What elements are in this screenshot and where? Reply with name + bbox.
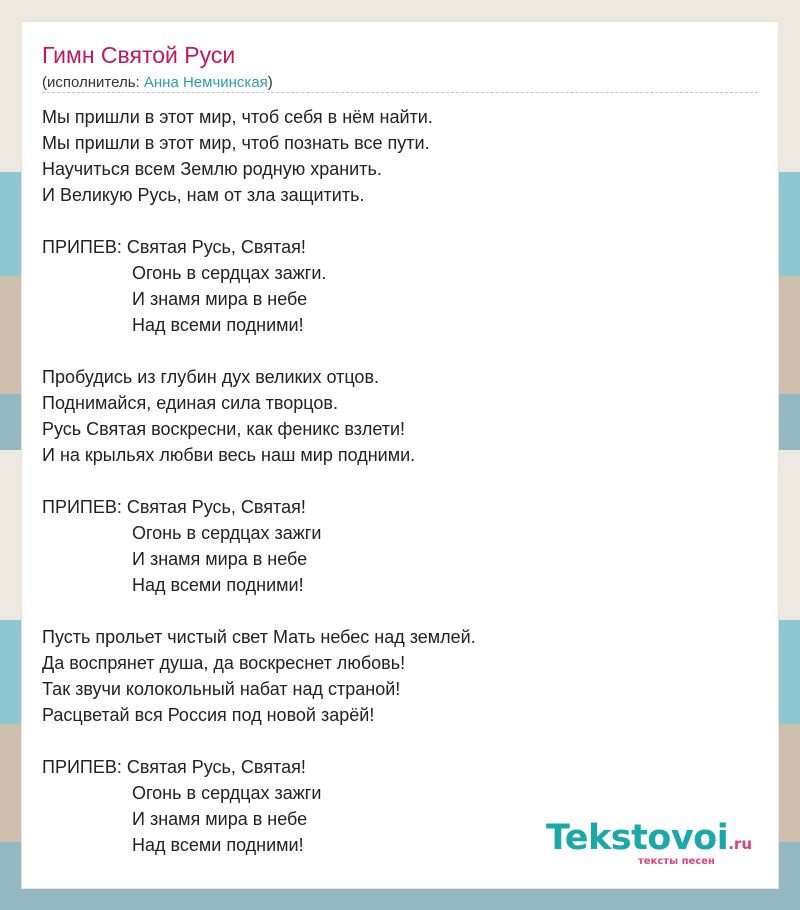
lyric-line: И Великую Русь, нам от зла защитить. [42, 185, 365, 205]
chorus-3 [42, 754, 476, 858]
chorus-heading-line: ПРИПЕВ: Святая Русь, Святая! [42, 237, 306, 257]
title-divider [42, 92, 758, 93]
chorus-2 [42, 494, 476, 598]
lyric-line: Над всеми подними! [132, 315, 304, 335]
verse-1 [42, 104, 476, 208]
logo-main-text: Tekstovoi [546, 818, 729, 858]
artist-link[interactable]: Анна Немчинская [143, 74, 268, 91]
verse-2 [42, 364, 476, 468]
stanza-gap [42, 208, 476, 234]
lyric-line: И знамя мира в небе [132, 289, 308, 309]
lyric-line: Расцветай вся Россия под новой зарёй! [42, 705, 375, 725]
stanza-gap [42, 728, 476, 754]
song-title: Гимн Святой Руси [42, 42, 236, 68]
lyric-line: Мы пришли в этот мир, чтоб себя в нём найти. [42, 107, 433, 127]
lyric-line: Поднимайся, единая сила творцов. [42, 393, 338, 413]
performer-line [42, 74, 273, 91]
lyrics-text [42, 104, 476, 858]
tekstovoi-logo[interactable] [546, 818, 752, 867]
lyric-line: И на крыльях любви весь наш мир подними. [42, 445, 416, 465]
logo-tld: .ru [728, 835, 752, 853]
lyric-line: Огонь в сердцах зажги [132, 783, 322, 803]
lyric-line: Над всеми подними! [132, 835, 304, 855]
lyric-line: Мы пришли в этот мир, чтоб познать все пути. [42, 133, 430, 153]
lyric-line: Научиться всем Землю родную хранить. [42, 159, 382, 179]
lyric-line: Да воспрянет душа, да воскреснет любовь! [42, 653, 406, 673]
stanza-gap [42, 598, 476, 624]
lyric-line: Пусть прольет чистый свет Мать небес над землей. [42, 627, 476, 647]
stanza-gap [42, 338, 476, 364]
lyric-line: Огонь в сердцах зажги. [132, 263, 327, 283]
chorus-1 [42, 234, 476, 338]
lyric-line: Так звучи колокольный набат над страной! [42, 679, 401, 699]
stanza-gap [42, 468, 476, 494]
verse-3 [42, 624, 476, 728]
chorus-heading-line: ПРИПЕВ: Святая Русь, Святая! [42, 757, 306, 777]
logo-tagline: тексты песен [638, 856, 715, 867]
lyric-line: Над всеми подними! [132, 575, 304, 595]
performer-prefix: (исполнитель: [42, 74, 144, 91]
lyric-line: Пробудись из глубин дух великих отцов. [42, 367, 380, 387]
lyric-line: И знамя мира в небе [132, 549, 308, 569]
performer-suffix: ) [267, 74, 273, 91]
lyrics-card [22, 22, 778, 888]
lyric-line: И знамя мира в небе [132, 809, 308, 829]
lyric-line: Огонь в сердцах зажги [132, 523, 322, 543]
chorus-heading-line: ПРИПЕВ: Святая Русь, Святая! [42, 497, 306, 517]
lyric-line: Русь Святая воскресни, как феникс взлети! [42, 419, 406, 439]
